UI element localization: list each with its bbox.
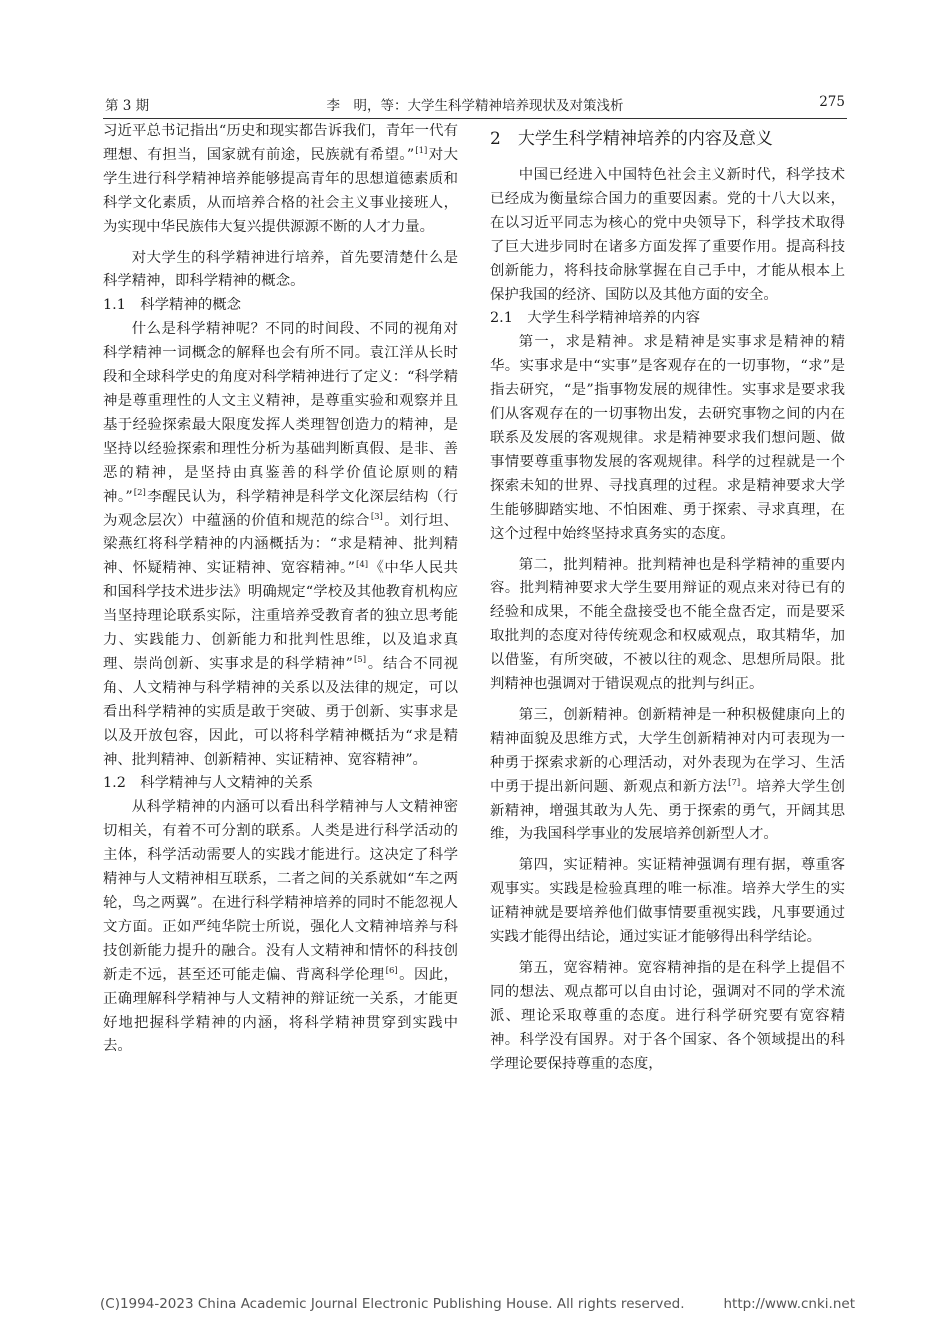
section-2-heading: 2 大学生科学精神培养的内容及意义: [490, 129, 773, 149]
text-run: 。刘行坦、梁燕红将科学精神的内涵概括为：“求是精神、批判精神、怀疑精神、实证精神、宽容精神。”: [103, 512, 458, 577]
citation-4: [4]: [356, 559, 369, 570]
citation-1: [1]: [415, 146, 428, 157]
paragraph-critical-spirit: 第二，批判精神。批判精神也是科学精神的重要内容。批判精神要求大学生要用辩证的观点来对待已有的经验和成果，不能全盘接受也不能全盘否定，而是要采取批判的态度对待传统观念和权威观点，取其精华，加以借鉴，有所突破，不被以往的观念、思想所局限。批判精神也强调对于错误观点的批判与纠正。: [490, 556, 845, 693]
paragraph-empirical-spirit: 第四，实证精神。实证精神强调有理有据，尊重客观事实。实践是检验真理的唯一标准。培养大学生的实证精神就是要培养他们做事情要重视实践，凡事要通过实践才能得出结论，通过实证才能够得出科学结论。: [490, 857, 845, 946]
text-run: 。培养大学生创新精神，增强其敢为人先、勇于探索的勇气，开阔其思维，为我国科学事业的发展培养创新型人才。: [490, 778, 845, 843]
text-run: 对大学生进行科学精神培养能够提高青年的思想道德素质和科学文化素质，从而培养合格的社会主义事业接班人，为实现中华民族伟大复兴提供源源不断的人才力量。: [103, 146, 458, 235]
running-header: [103, 88, 847, 119]
paragraph-seeking-truth: 第一，求是精神。求是精神是实事求是精神的精华。实事求是中“实事”是客观存在的一切事物，“求”是指去研究，“是”指事物发展的规律性。实事求是要求我们从客观存在的一切事物出发，去研究事物之间的内在联系及发展的客观规律。求是精神要求我们想问题、做事情要尊重事物发展的客观规律。科学的过程就是一个探索未知的世界、寻找真理的过程。求是精神要求大学生能够脚踏实地、不怕困难、勇于探索、寻求真理，在这个过程中始终坚持求真务实的态度。: [490, 334, 845, 542]
text-run: 。因此，正确理解科学精神与人文精神的辩证统一关系，才能更好地把握科学精神的内涵，将科学精神贯穿到实践中去。: [103, 966, 458, 1055]
running-title: 李 明，等：大学生科学精神培养现状及对策浅析: [326, 98, 624, 114]
section-1-2-heading: 1.2 科学精神与人文精神的关系: [103, 775, 313, 792]
paragraph-tolerance-spirit: 第五，宽容精神。宽容精神指的是在科学上提倡不同的想法、观点都可以自由讨论，强调对不同的学术流派、理论采取尊重的态度。进行科学研究要有宽容精神。科学没有国界。对于各个国家、各个领域提出的科学理论要保持尊重的态度，: [490, 960, 845, 1072]
citation-3: [3]: [370, 511, 383, 522]
text-run: 李醒民认为，科学精神是科学文化深层结构（行为观念层次）中蕴涵的价值和规范的综合: [103, 488, 458, 529]
paragraph-concept: [103, 318, 458, 772]
paragraph-innovation-spirit: [490, 704, 845, 847]
paragraph-xi-quote: [103, 120, 458, 240]
right-column: [490, 120, 845, 1077]
citation-7: [7]: [728, 777, 741, 788]
citation-5: [5]: [353, 655, 367, 666]
text-run: 习近平总书记指出“历史和现实都告诉我们，青年一代有理想、有担当，国家就有前途，民族就有希望。”: [103, 123, 458, 163]
copyright-notice: (C)1994-2023 China Academic Journal Electronic Publishing House. All rights reserved.: [100, 1296, 685, 1312]
cnki-link[interactable]: http://www.cnki.net: [723, 1296, 855, 1312]
section-2-1-heading: 2.1 大学生科学精神培养的内容: [490, 310, 700, 327]
paragraph-new-era: 中国已经进入中国特色社会主义新时代，科学技术已经成为衡量综合国力的重要因素。党的十八大以来，在以习近平同志为核心的党中央领导下，科学技术取得了巨大进步同时在诸多方面发挥了重要作用。提高科技创新能力，将科技命脉掌握在自己手中，才能从根本上保护我国的经济、国防以及其他方面的安全。: [490, 167, 845, 303]
text-run: 。结合不同视角、人文精神与科学精神的关系以及法律的规定，可以看出科学精神的实质是敢于突破、勇于创新、实事求是以及开放包容，因此，可以将科学精神概括为“求是精神、批判精神、创新精神、实证精神、宽容精神”。: [103, 655, 458, 768]
section-1-1-heading: 1.1 科学精神的概念: [103, 297, 242, 314]
text-run: 《中华人民共和国科学技术进步法》明确规定“学校及其他教育机构应当坚持理论联系实际，注重培养受教育者的独立思考能力、实践能力、创新能力和批判性思维，以及追求真理、崇尚创新、实事求是的科学精神”: [103, 560, 458, 672]
left-column: [103, 120, 458, 1059]
text-run: 什么是科学精神呢？不同的时间段、不同的视角对科学精神一词概念的解释也会有所不同。袁江洋从长时段和全球科学史的角度对科学精神进行了定义：“科学精神是尊重理性的人文主义精神，是尊重实验和观察并且基于经验探索最大限度发挥人类理智创造力的精神，是坚持以经验探索和理性分析为基础判断真假、是非、善恶的精神，是坚持由真鉴善的科学价值论原则的精神。”: [103, 321, 458, 505]
text-run: 第三，创新精神。创新精神是一种积极健康向上的精神面貌及思维方式，大学生创新精神对内可表现为一种勇于探索求新的心理活动，对外表现为在学习、生活中勇于提出新问题、新观点和新方法: [490, 706, 845, 795]
page-number: 275: [819, 94, 845, 110]
citation-6: [6]: [385, 965, 398, 976]
journal-issue: 第 3 期: [105, 98, 150, 114]
text-run: 从科学精神的内涵可以看出科学精神与人文精神密切相关，有着不可分割的联系。人类是进行科学活动的主体，科学活动需要人的实践才能进行。这决定了科学精神与人文精神相互联系，二者之间的关系就如“车之两轮，鸟之两翼”。在进行科学精神培养的同时不能忽视人文方面。正如严纯华院士所说，强化人文精神培养与科技创新能力提升的融合。没有人文精神和情怀的科技创新走不远，甚至还可能走偏、背离科学伦理: [103, 799, 458, 983]
citation-2: [2]: [133, 487, 146, 498]
paragraph-intro: 对大学生的科学精神进行培养，首先要清楚什么是科学精神，即科学精神的概念。: [103, 249, 458, 290]
paragraph-relationship: [103, 796, 458, 1059]
